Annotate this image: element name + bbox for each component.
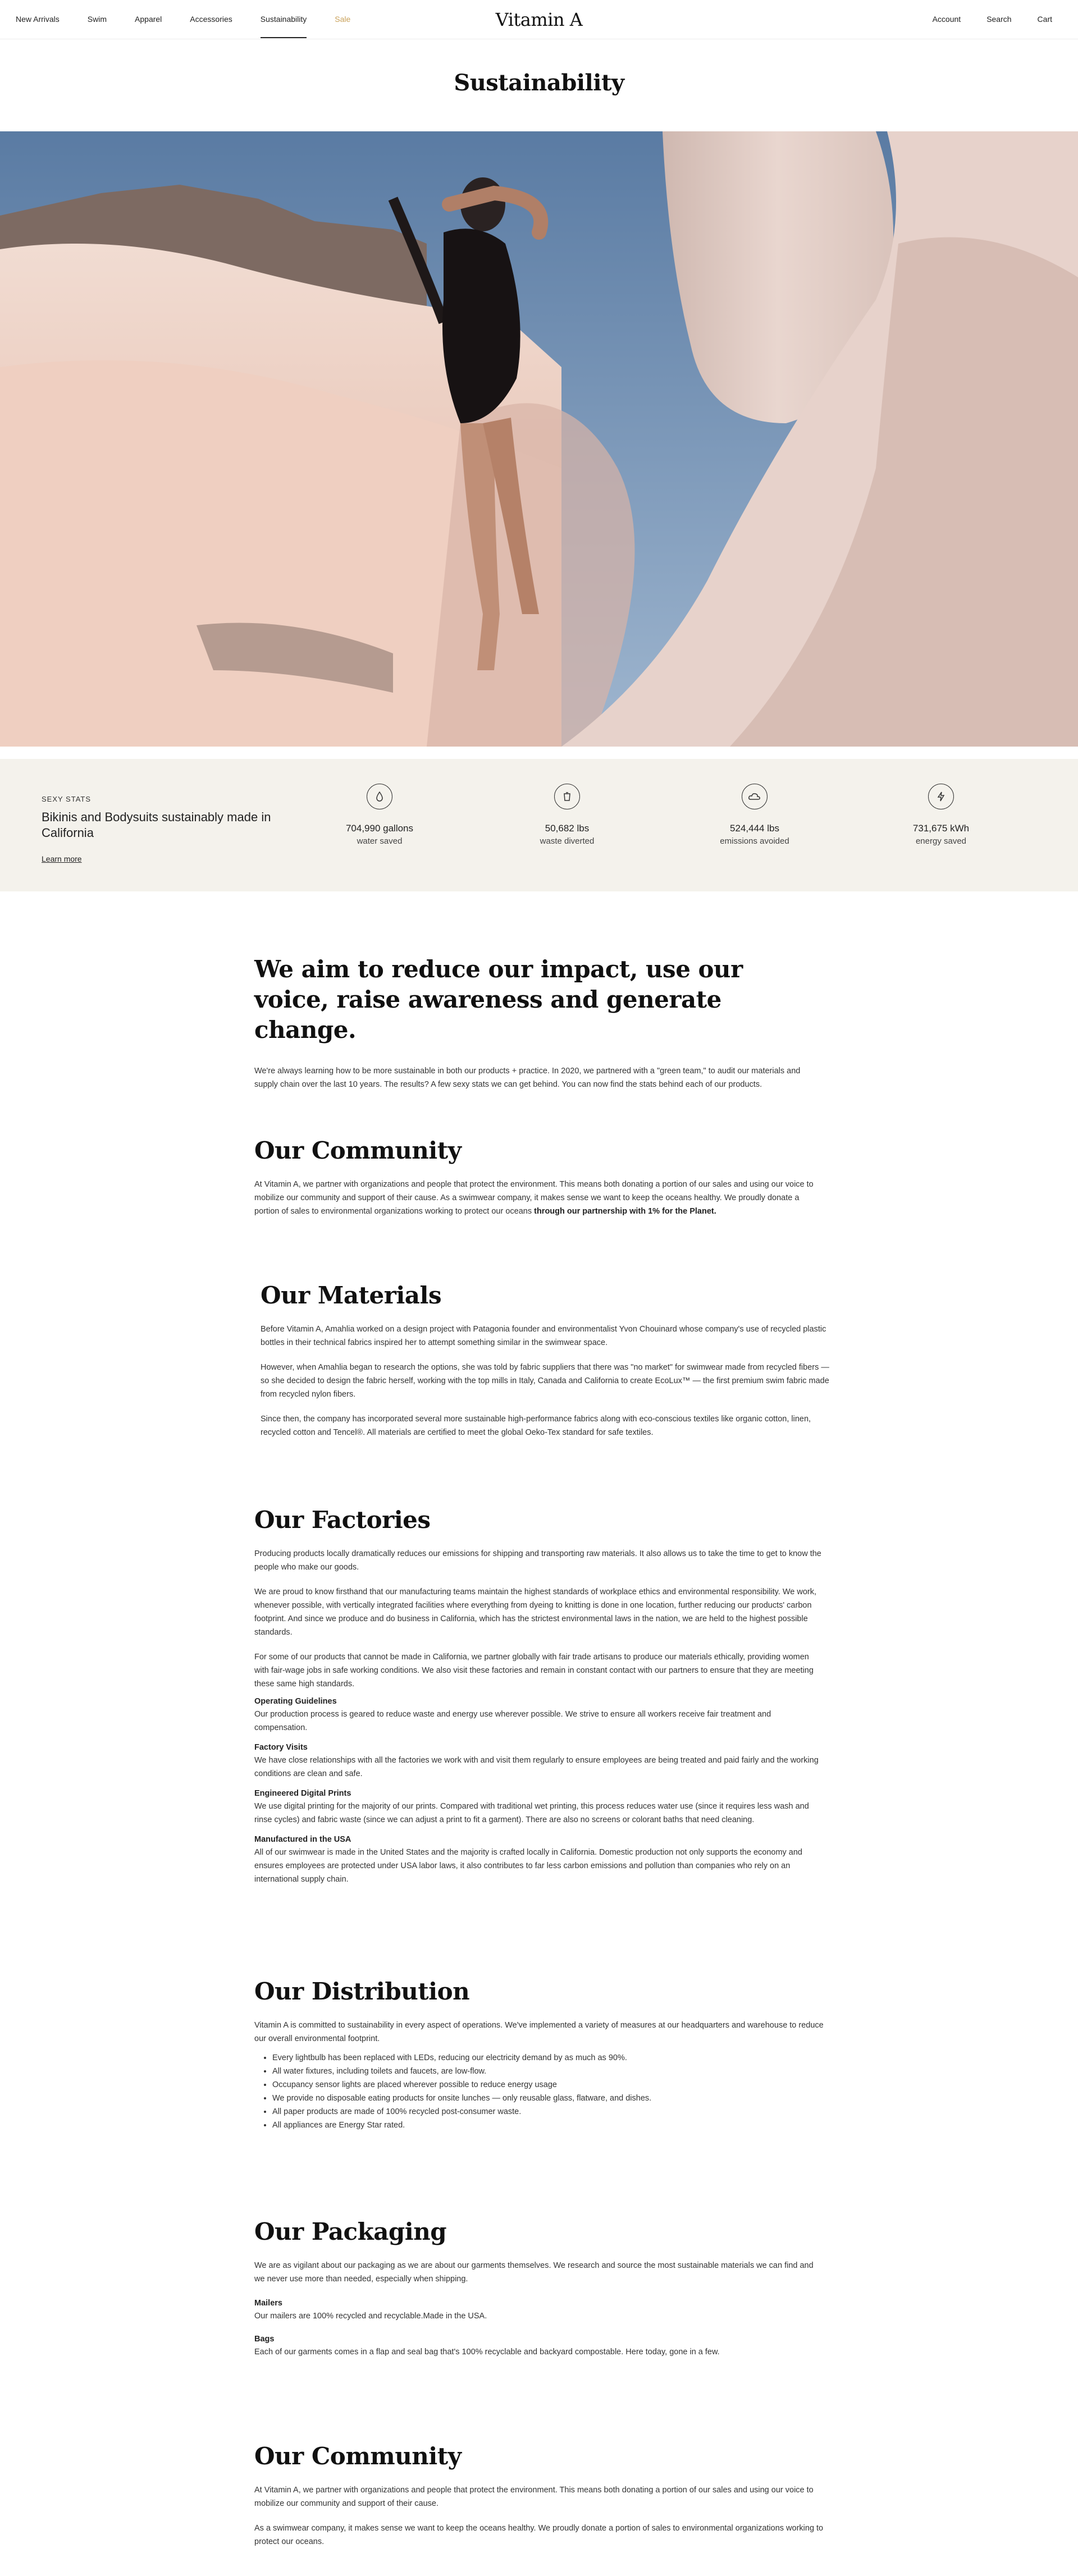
stat-value: 731,675 kWh xyxy=(912,823,970,834)
stat-water xyxy=(307,784,453,846)
factories-paragraph: For some of our products that cannot be made in California, we partner globally with fair trade artisans to produce our materials ethically, providing women with fair-wage jobs in safe working conditions. We also visit these factories and remain in constant contact with our partners to ensure that they are meeting these same high standards. xyxy=(254,1653,814,1689)
cloud-icon xyxy=(742,784,768,809)
nav-accessories[interactable]: Accessories xyxy=(190,15,232,24)
utility-nav xyxy=(907,15,1052,24)
list-item: • Every lightbulb has been replaced with LEDs, reducing our electricity demand by as much as 90%. xyxy=(272,2051,824,2065)
list-item: • All appliances are Energy Star rated. xyxy=(272,2119,824,2132)
lightning-icon xyxy=(928,784,954,809)
distribution-section xyxy=(254,1977,824,2132)
packaging-subbody: Our mailers are 100% recycled and recyclable.Made in the USA. xyxy=(254,2312,487,2321)
stat-emissions xyxy=(682,784,828,846)
primary-nav xyxy=(16,15,378,38)
community-body-text: At Vitamin A, we partner with organizations and people that protect the environment. This means both donating a portion of our sales and using our voice to mobilize our community and support of their cause. As a swimwear company, it makes sense we want to keep the oceans healthy. We proudly donate a portion of sales to environmental organizations working to protect our oceans xyxy=(254,1180,814,1216)
materials-paragraph: Since then, the company has incorporated several more sustainable high-performance fabrics along with eco-conscious textiles like organic cotton, linen, recycled cotton and Tencel®. All materials are certified to meet the global Oeko-Tex standard for safe textiles. xyxy=(261,1415,811,1437)
packaging-subheading: Mailers xyxy=(254,2299,282,2308)
factories-subbody: All of our swimwear is made in the United States and the majority is crafted locally in California. Domestic production not only supports the economy and ensures employees are protected under USA labor laws, it also contributes to far less carbon emissions and pollution than companies who rely on an international supply chain. xyxy=(254,1848,802,1884)
materials-heading: Our Materials xyxy=(261,1282,442,1309)
factories-subbody: Our production process is geared to reduce waste and energy use wherever possible. We strive to ensure all workers receive fair treatment and compensation. xyxy=(254,1710,771,1732)
distribution-list xyxy=(254,2051,824,2132)
stats-headline: Bikinis and Bodysuits sustainably made in California xyxy=(42,810,271,840)
factories-paragraph: Producing products locally dramatically reduces our emissions for shipping and transporting raw materials. It also allows us to take the time to get to know the people who make our goods. xyxy=(254,1549,821,1572)
factories-subheading: Operating Guidelines xyxy=(254,1697,337,1706)
community-partnership-text: through our partnership with 1% for the Planet. xyxy=(534,1207,716,1216)
nav-new-arrivals[interactable]: New Arrivals xyxy=(16,15,60,24)
hero-image xyxy=(0,131,1078,747)
stat-label: water saved xyxy=(357,836,403,846)
packaging-heading: Our Packaging xyxy=(254,2218,447,2245)
packaging-body: We are as vigilant about our packaging as we are about our garments themselves. We research and source the most sustainable materials we can find and we never use more than needed, especially when shipping. xyxy=(254,2261,814,2284)
list-item: • We provide no disposable eating products for onsite lunches — only reusable glass, flatware, and dishes. xyxy=(272,2092,824,2105)
stat-value: 704,990 gallons xyxy=(345,823,414,834)
community-paragraph: As a swimwear company, it makes sense we want to keep the oceans healthy. We proudly donate a portion of sales to environmental organizations working to protect our oceans. xyxy=(254,2524,824,2546)
nav-apparel[interactable]: Apparel xyxy=(135,15,162,24)
community-heading: Our Community xyxy=(254,2442,462,2470)
list-item: • All paper products are made of 100% recycled post-consumer waste. xyxy=(272,2105,824,2119)
community-heading: Our Community xyxy=(254,1137,462,1164)
nav-account[interactable]: Account xyxy=(932,15,961,24)
materials-section xyxy=(261,1281,830,1451)
distribution-heading: Our Distribution xyxy=(254,1978,470,2005)
stat-label: energy saved xyxy=(915,836,967,846)
list-item: • All water fixtures, including toilets and faucets, are low-flow. xyxy=(272,2065,824,2078)
materials-paragraph: However, when Amahlia began to research the options, she was told by fabric suppliers that there was "no market" for swimwear made from recycled fibers — so she decided to design the fabric herself, working with the top mills in Italy, Canada and California to create EcoLux™ — the first premium swim fabric made from recycled nylon fibers. xyxy=(261,1363,829,1399)
intro-body: We're always learning how to be more sustainable in both our products + practice. In 2020, we partnered with a "green team," to audit our materials and supply chain over the last 10 years. The results? A few sexy stats we can get behind. You can now find the stats behind each of our products. xyxy=(254,1067,801,1089)
stat-label: emissions avoided xyxy=(720,836,789,846)
site-header xyxy=(0,0,1078,39)
factories-section xyxy=(254,1506,824,1897)
hero-illustration xyxy=(0,131,1078,747)
trash-can-icon xyxy=(554,784,580,809)
intro-heading: We aim to reduce our impact, use our voice, raise awareness and generate change. xyxy=(254,955,743,1044)
water-drop-icon xyxy=(367,784,392,809)
nav-swim[interactable]: Swim xyxy=(87,15,107,24)
stat-energy xyxy=(868,784,1014,846)
learn-more-link[interactable]: Learn more xyxy=(42,854,82,863)
nav-sustainability[interactable]: Sustainability xyxy=(261,15,307,38)
factories-subbody: We use digital printing for the majority of our prints. Compared with traditional wet printing, this process reduces water use (since it requires less wash and rinse cycles) and fabric waste (since we can adjust a print to fit a garment). There are also no screens or colorant baths that need cleaning. xyxy=(254,1802,809,1824)
factories-heading: Our Factories xyxy=(254,1506,431,1534)
stat-value: 524,444 lbs xyxy=(730,823,779,834)
factories-subbody: We have close relationships with all the factories we work with and visit them regularly to ensure employees are being treated and paid fairly and the working conditions are clean and safe. xyxy=(254,1756,819,1778)
intro-section xyxy=(254,954,824,1102)
packaging-subbody: Each of our garments comes in a flap and seal bag that's 100% recyclable and backyard compostable. Here today, gone in a few. xyxy=(254,2348,720,2357)
community-paragraph: At Vitamin A, we partner with organizations and people that protect the environment. This means both donating a portion of our sales and using our voice to mobilize our community and support of their cause. xyxy=(254,2486,814,2508)
distribution-body: Vitamin A is committed to sustainability in every aspect of operations. We've implemented a variety of measures at our headquarters and warehouse to reduce our overall environmental footprint. xyxy=(254,2021,824,2043)
packaging-section xyxy=(254,2217,824,2370)
packaging-subheading: Bags xyxy=(254,2335,275,2344)
list-item: • Occupancy sensor lights are placed wherever possible to reduce energy usage xyxy=(272,2078,824,2092)
nav-sale[interactable]: Sale xyxy=(335,15,351,24)
stats-eyebrow: SEXY STATS xyxy=(42,795,92,803)
factories-subheading: Factory Visits xyxy=(254,1743,308,1752)
factories-subheading: Manufactured in the USA xyxy=(254,1835,351,1844)
factories-paragraph: We are proud to know firsthand that our manufacturing teams maintain the highest standards of workplace ethics and environmental responsibility. We work, whenever possible, with vertically integrated facilities where everything from dyeing to knitting is done in one location, further reducing our products' carbon footprint. And since we produce and do business in California, which has the strictest environmental laws in the nation, we are held to the highest possible standards. xyxy=(254,1587,817,1637)
page-title: Sustainability xyxy=(454,70,624,96)
stat-value: 50,682 lbs xyxy=(545,823,590,834)
stat-label: waste diverted xyxy=(540,836,595,846)
sexy-stats-band xyxy=(0,759,1078,891)
community-section xyxy=(254,1136,824,1229)
materials-paragraph: Before Vitamin A, Amahlia worked on a design project with Patagonia founder and environmentalist Yvon Chouinard whose company's use of recycled plastic bottles in their technical fabrics inspired her to attempt something similar in the swimwear space. xyxy=(261,1325,826,1347)
community-body xyxy=(254,1178,824,1218)
factories-subheading: Engineered Digital Prints xyxy=(254,1789,351,1798)
stat-waste xyxy=(494,784,640,846)
nav-cart[interactable]: Cart xyxy=(1037,15,1052,24)
community-section-bottom xyxy=(254,2442,824,2560)
nav-search[interactable]: Search xyxy=(986,15,1012,24)
site-logo[interactable]: Vitamin A xyxy=(495,9,583,30)
